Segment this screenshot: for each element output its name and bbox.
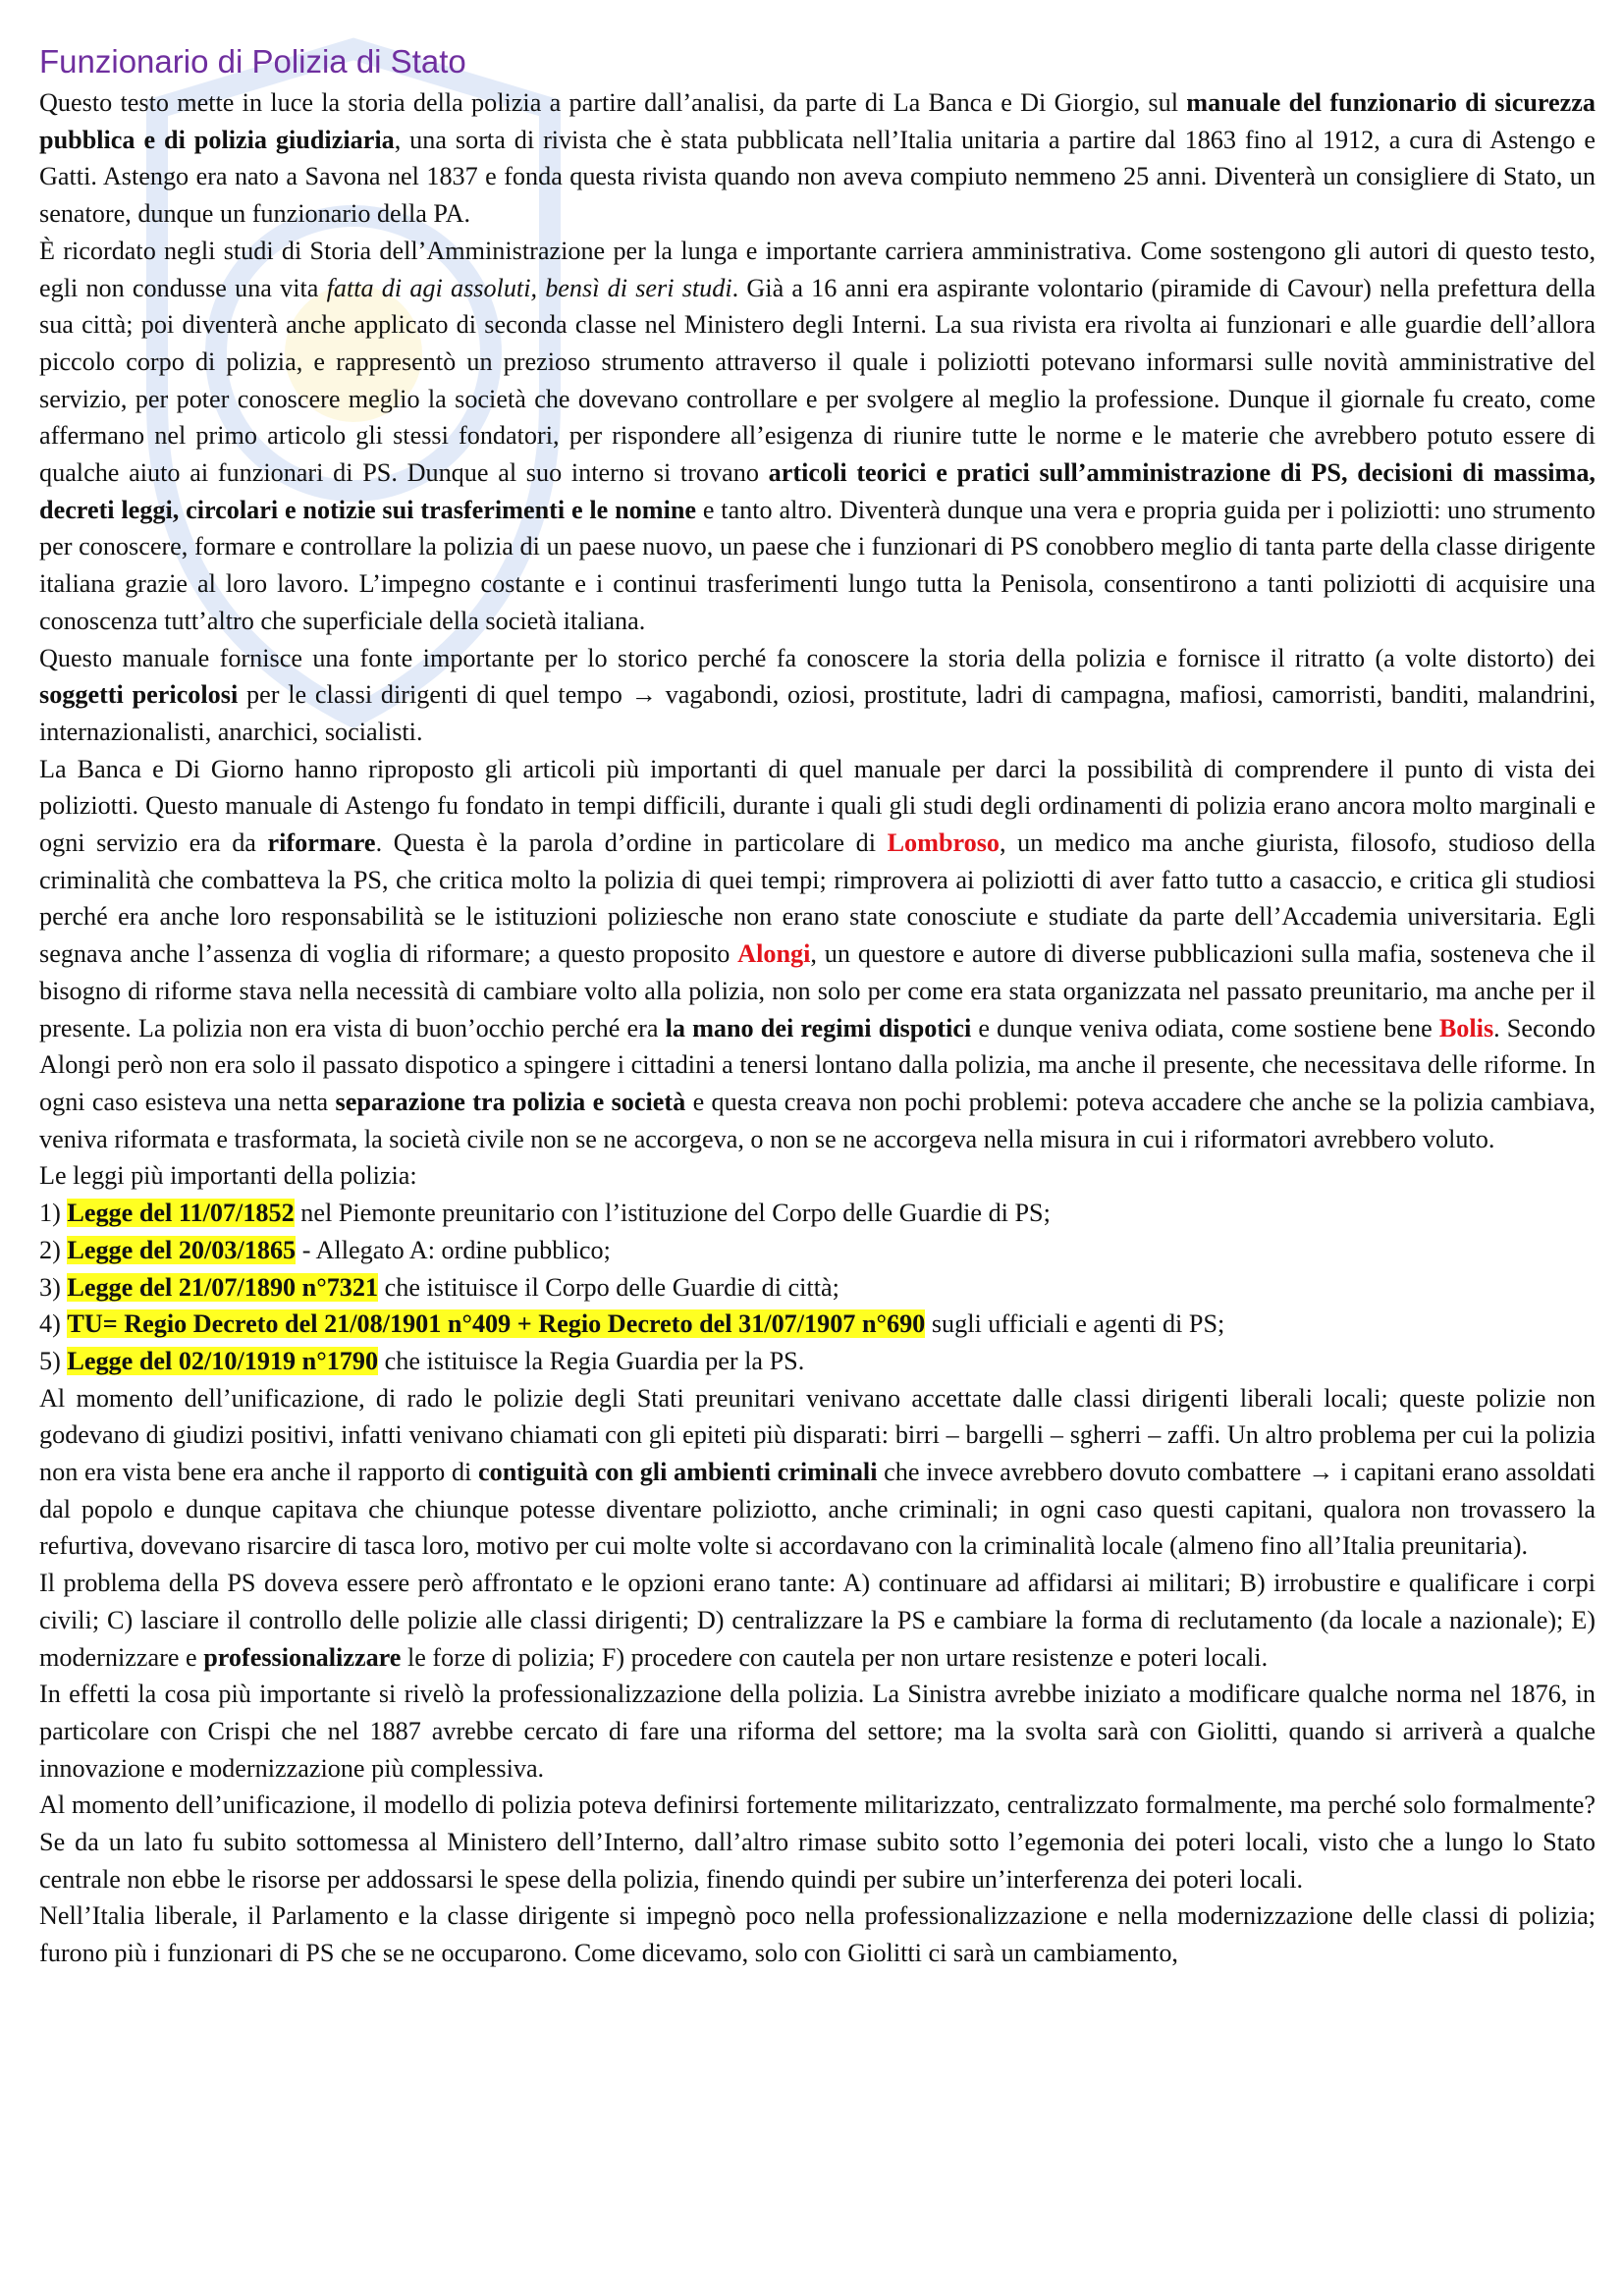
text: La Banca e Di Giorno hanno riproposto gli articoli più importanti di quel manuale per darci la possibilità di comprendere il punto di vista dei poliziotti. Questo manuale di Astengo fu fondato in tempi difficili, durante i quali gli studi degli ordinamenti di polizia erano ancora molto marginali e ogni servizio era da <box>39 754 1596 858</box>
paragraph-intro <box>39 84 1596 233</box>
bold-text: separazione tra polizia e società <box>335 1087 686 1116</box>
italic-text: fatta di agi assoluti, bensì di seri studi <box>326 273 732 302</box>
text: È ricordato negli studi di Storia dell’Amministrazione per la lunga e importante carriera amministrativa. Come sostengono gli autori di questo testo, egli non condusse una vita <box>39 236 1596 302</box>
arrow-icon: → <box>1308 1458 1334 1487</box>
law-highlight: Legge del 21/07/1890 n°7321 <box>67 1272 379 1302</box>
law-number: 1) <box>39 1199 68 1228</box>
law-description: nel Piemonte preunitario con l’istituzione del Corpo delle Guardie di PS; <box>294 1199 1051 1228</box>
text: . Già a 16 anni era aspirante volontario (piramide di Cavour) nella prefettura della sua città; poi diventerà anche applicato di seconda classe nel Ministero degli Interni. La sua rivista era rivolta ai funzionari e alle guardie dell’allora piccolo corpo di polizia, e rappresentò un prezioso strumento attraverso il quale i poliziotti potevano informarsi sulle novità amministrative del servizio, per poter conoscere meglio la società che dovevano controllare e per svolgere al meglio la professione. Dunque il giornale fu creato, come affermano nel primo articolo gli stessi fondatori, per rispondere all’esigenza di riunire tutte le norme e le materie che avrebbero potuto essere di qualche aiuto ai funzionari di PS. Dunque al suo interno si trovano <box>39 273 1596 488</box>
law-number: 2) <box>39 1235 68 1264</box>
bold-text: riformare <box>267 828 376 858</box>
law-number: 5) <box>39 1346 68 1375</box>
laws-list <box>39 1157 1596 1379</box>
bold-text: manuale del funzionario di sicurezza pubblica e di polizia giudiziaria <box>39 88 1596 154</box>
law-item <box>39 1306 1596 1343</box>
arrow-icon: → <box>630 680 657 710</box>
document-page <box>39 39 1596 1972</box>
law-description: - Allegato A: ordine pubblico; <box>296 1235 611 1264</box>
text: , un medico ma anche giurista, filosofo, studioso della criminalità che combatteva la PS, che critica molto la polizia di quei tempi; rimprovera ai poliziotti di aver fatto tutto a casaccio, e critica gli studiosi perché era anche loro responsabilità se le istituzioni poliziesche non erano state conosciute e studiate da parte dell’Accademia universitaria. Egli segnava anche l’assenza di voglia di riformare; a questo proposito <box>39 828 1596 969</box>
paragraph-italia-liberale: Nell’Italia liberale, il Parlamento e la classe dirigente si impegnò poco nella professionalizzazione e nella modernizzazione delle classi di polizia; furono più i funzionari di PS che se ne occuparono. Come dicevamo, solo con Giolitti ci sarà un cambiamento, <box>39 1901 1596 1968</box>
bold-text: soggetti pericolosi <box>39 680 239 710</box>
law-item <box>39 1232 1596 1269</box>
name-lombroso: Lombroso <box>887 828 1001 858</box>
laws-intro: Le leggi più importanti della polizia: <box>39 1161 417 1191</box>
paragraph-professionalizzazione: In effetti la cosa più importante si rivelò la professionalizzazione della polizia. La Sinistra avrebbe iniziato a modificare qualche norma nel 1876, in particolare con Crispi che nel 1887 avrebbe cercato di fare una riforma del settore; ma la svolta sarà con Giolitti, quando si arriverà a qualche innovazione e modernizzazione più complessiva. <box>39 1680 1596 1783</box>
text: e dunque veniva odiata, come sostiene bene <box>971 1013 1439 1042</box>
law-description: sugli ufficiali e agenti di PS; <box>925 1309 1225 1339</box>
text: vagabondi, oziosi, prostitute, ladri di campagna, mafiosi, camorristi, banditi, malandrini, internazionalisti, anarchici, socialisti. <box>39 680 1596 746</box>
law-highlight: TU= Regio Decreto del 21/08/1901 n°409 + Regio Decreto del 31/07/1907 n°690 <box>67 1309 926 1339</box>
paragraph-riforme <box>39 751 1596 1158</box>
law-highlight: Legge del 11/07/1852 <box>67 1199 295 1228</box>
law-number: 3) <box>39 1272 68 1302</box>
bold-text: professionalizzare <box>203 1642 402 1672</box>
bold-text: contiguità con gli ambienti criminali <box>478 1458 878 1487</box>
paragraph-modello-polizia: Al momento dell’unificazione, il modello di polizia poteva definirsi fortemente militarizzato, centralizzato formalmente, ma perché solo formalmente? Se da un lato fu subito sottomessa al Ministero dell’Interno, dall’altro rimase subito sotto l’egemonia dei poteri locali, visto che a lungo lo Stato centrale non ebbe le risorse per addossarsi le spese della polizia, finendo quindi per subire un’interferenza dei poteri locali. <box>39 1790 1596 1894</box>
law-description: che istituisce la Regia Guardia per la PS. <box>378 1346 805 1375</box>
law-item <box>39 1343 1596 1380</box>
text: , un questore e autore di diverse pubblicazioni sulla mafia, sosteneva che il bisogno di riforme stava nella necessità di cambiare volto alla polizia, non solo per come era stata organizzata nel passato preunitario, ma anche per il presente. La polizia non era vista di buon’occhio perché era <box>39 939 1596 1042</box>
law-item <box>39 1195 1596 1232</box>
page-title: Funzionario di Polizia di Stato <box>39 43 466 80</box>
text: e questa creava non pochi problemi: poteva accadere che anche se la polizia cambiava, veniva riformata e trasformata, la società civile non se ne accorgeva, o non se ne accorgeva nella misura in cui i riformatori avrebbero voluto. <box>39 1087 1596 1153</box>
law-description: che istituisce il Corpo delle Guardie di città; <box>378 1272 839 1302</box>
name-alongi: Alongi <box>737 939 811 969</box>
text: e tanto altro. Diventerà dunque una vera e propria guida per i poliziotti: uno strumento per conoscere, formare e controllare la polizia di un paese nuovo, un paese che i funzionari di PS conobbero meglio di tanta parte della classe dirigente italiana grazie al loro lavoro. L’impegno costante e i continui trasferimenti lungo tutta la Penisola, consentirono a tanti poliziotti di acquisire una conoscenza tutt’altro che superficiale della società italiana. <box>39 495 1596 635</box>
text: che invece avrebbero dovuto combattere <box>877 1458 1309 1487</box>
paragraph-opzioni <box>39 1565 1596 1676</box>
text: Al momento dell’unificazione, di rado le polizie degli Stati preunitari venivano accettate dalle classi dirigenti liberali locali; queste polizie non godevano di giudizi positivi, infatti venivano chiamati con gli epiteti più disparati: birri – bargelli – sgherri – zaffi. Un altro problema per cui la polizia non era vista bene era anche il rapporto di <box>39 1383 1596 1487</box>
bold-text: la mano dei regimi dispotici <box>665 1013 972 1042</box>
text: Il problema della PS doveva essere però affrontato e le opzioni erano tante: A) continuare ad affidarsi ai militari; B) irrobustire e qualificare i corpi civili; C) lasciare il controllo delle polizie alle classi dirigenti; D) centralizzare la PS e cambiare la forma di reclutamento (da locale a nazionale); E) modernizzare e <box>39 1569 1596 1672</box>
paragraph-astengo <box>39 233 1596 640</box>
text: per le classi dirigenti di quel tempo <box>238 680 631 710</box>
text: . Questa è la parola d’ordine in particolare di <box>375 828 888 858</box>
law-highlight: Legge del 20/03/1865 <box>67 1235 297 1264</box>
text: i capitani erano assoldati dal popolo e dunque capitava che chiunque potesse diventare poliziotto, anche criminali; in ogni caso questi capitani, qualora non trovassero la refurtiva, dovevano risarcire di tasca loro, motivo per cui molte volte si accordavano con la criminalità locale (almeno fino all’Italia preunitaria). <box>39 1458 1596 1561</box>
name-bolis: Bolis <box>1438 1013 1494 1042</box>
text: Questo manuale fornisce una fonte importante per lo storico perché fa conoscere la storia della polizia e fornisce il ritratto (a volte distorto) dei <box>39 643 1596 672</box>
text: . Secondo Alongi però non era solo il passato dispotico a spingere i cittadini a tenersi lontano dalla polizia, ma anche il presente, che necessitava delle riforme. In ogni caso esisteva una netta <box>39 1013 1596 1116</box>
bold-text: articoli teorici e pratici sull’amministrazione di PS, decisioni di massima, decreti leggi, circolari e notizie sui trasferimenti e le nomine <box>39 458 1596 524</box>
paragraph-manuale <box>39 640 1596 751</box>
law-number: 4) <box>39 1309 68 1339</box>
law-item <box>39 1269 1596 1307</box>
text: le forze di polizia; F) procedere con cautela per non urtare resistenze e poteri locali. <box>401 1642 1269 1672</box>
text: Questo testo mette in luce la storia della polizia a partire dall’analisi, da parte di La Banca e Di Giorgio, sul <box>39 88 1187 117</box>
text: , una sorta di rivista che è stata pubblicata nell’Italia unitaria a partire dal 1863 fino al 1912, a cura di Astengo e Gatti. Astengo era nato a Savona nel 1837 e fonda questa rivista quando non aveva compiuto nemmeno 25 anni. Diventerà un consigliere di Stato, un senatore, dunque un funzionario della PA. <box>39 125 1596 229</box>
paragraph-unificazione <box>39 1380 1596 1566</box>
law-highlight: Legge del 02/10/1919 n°1790 <box>67 1346 379 1375</box>
